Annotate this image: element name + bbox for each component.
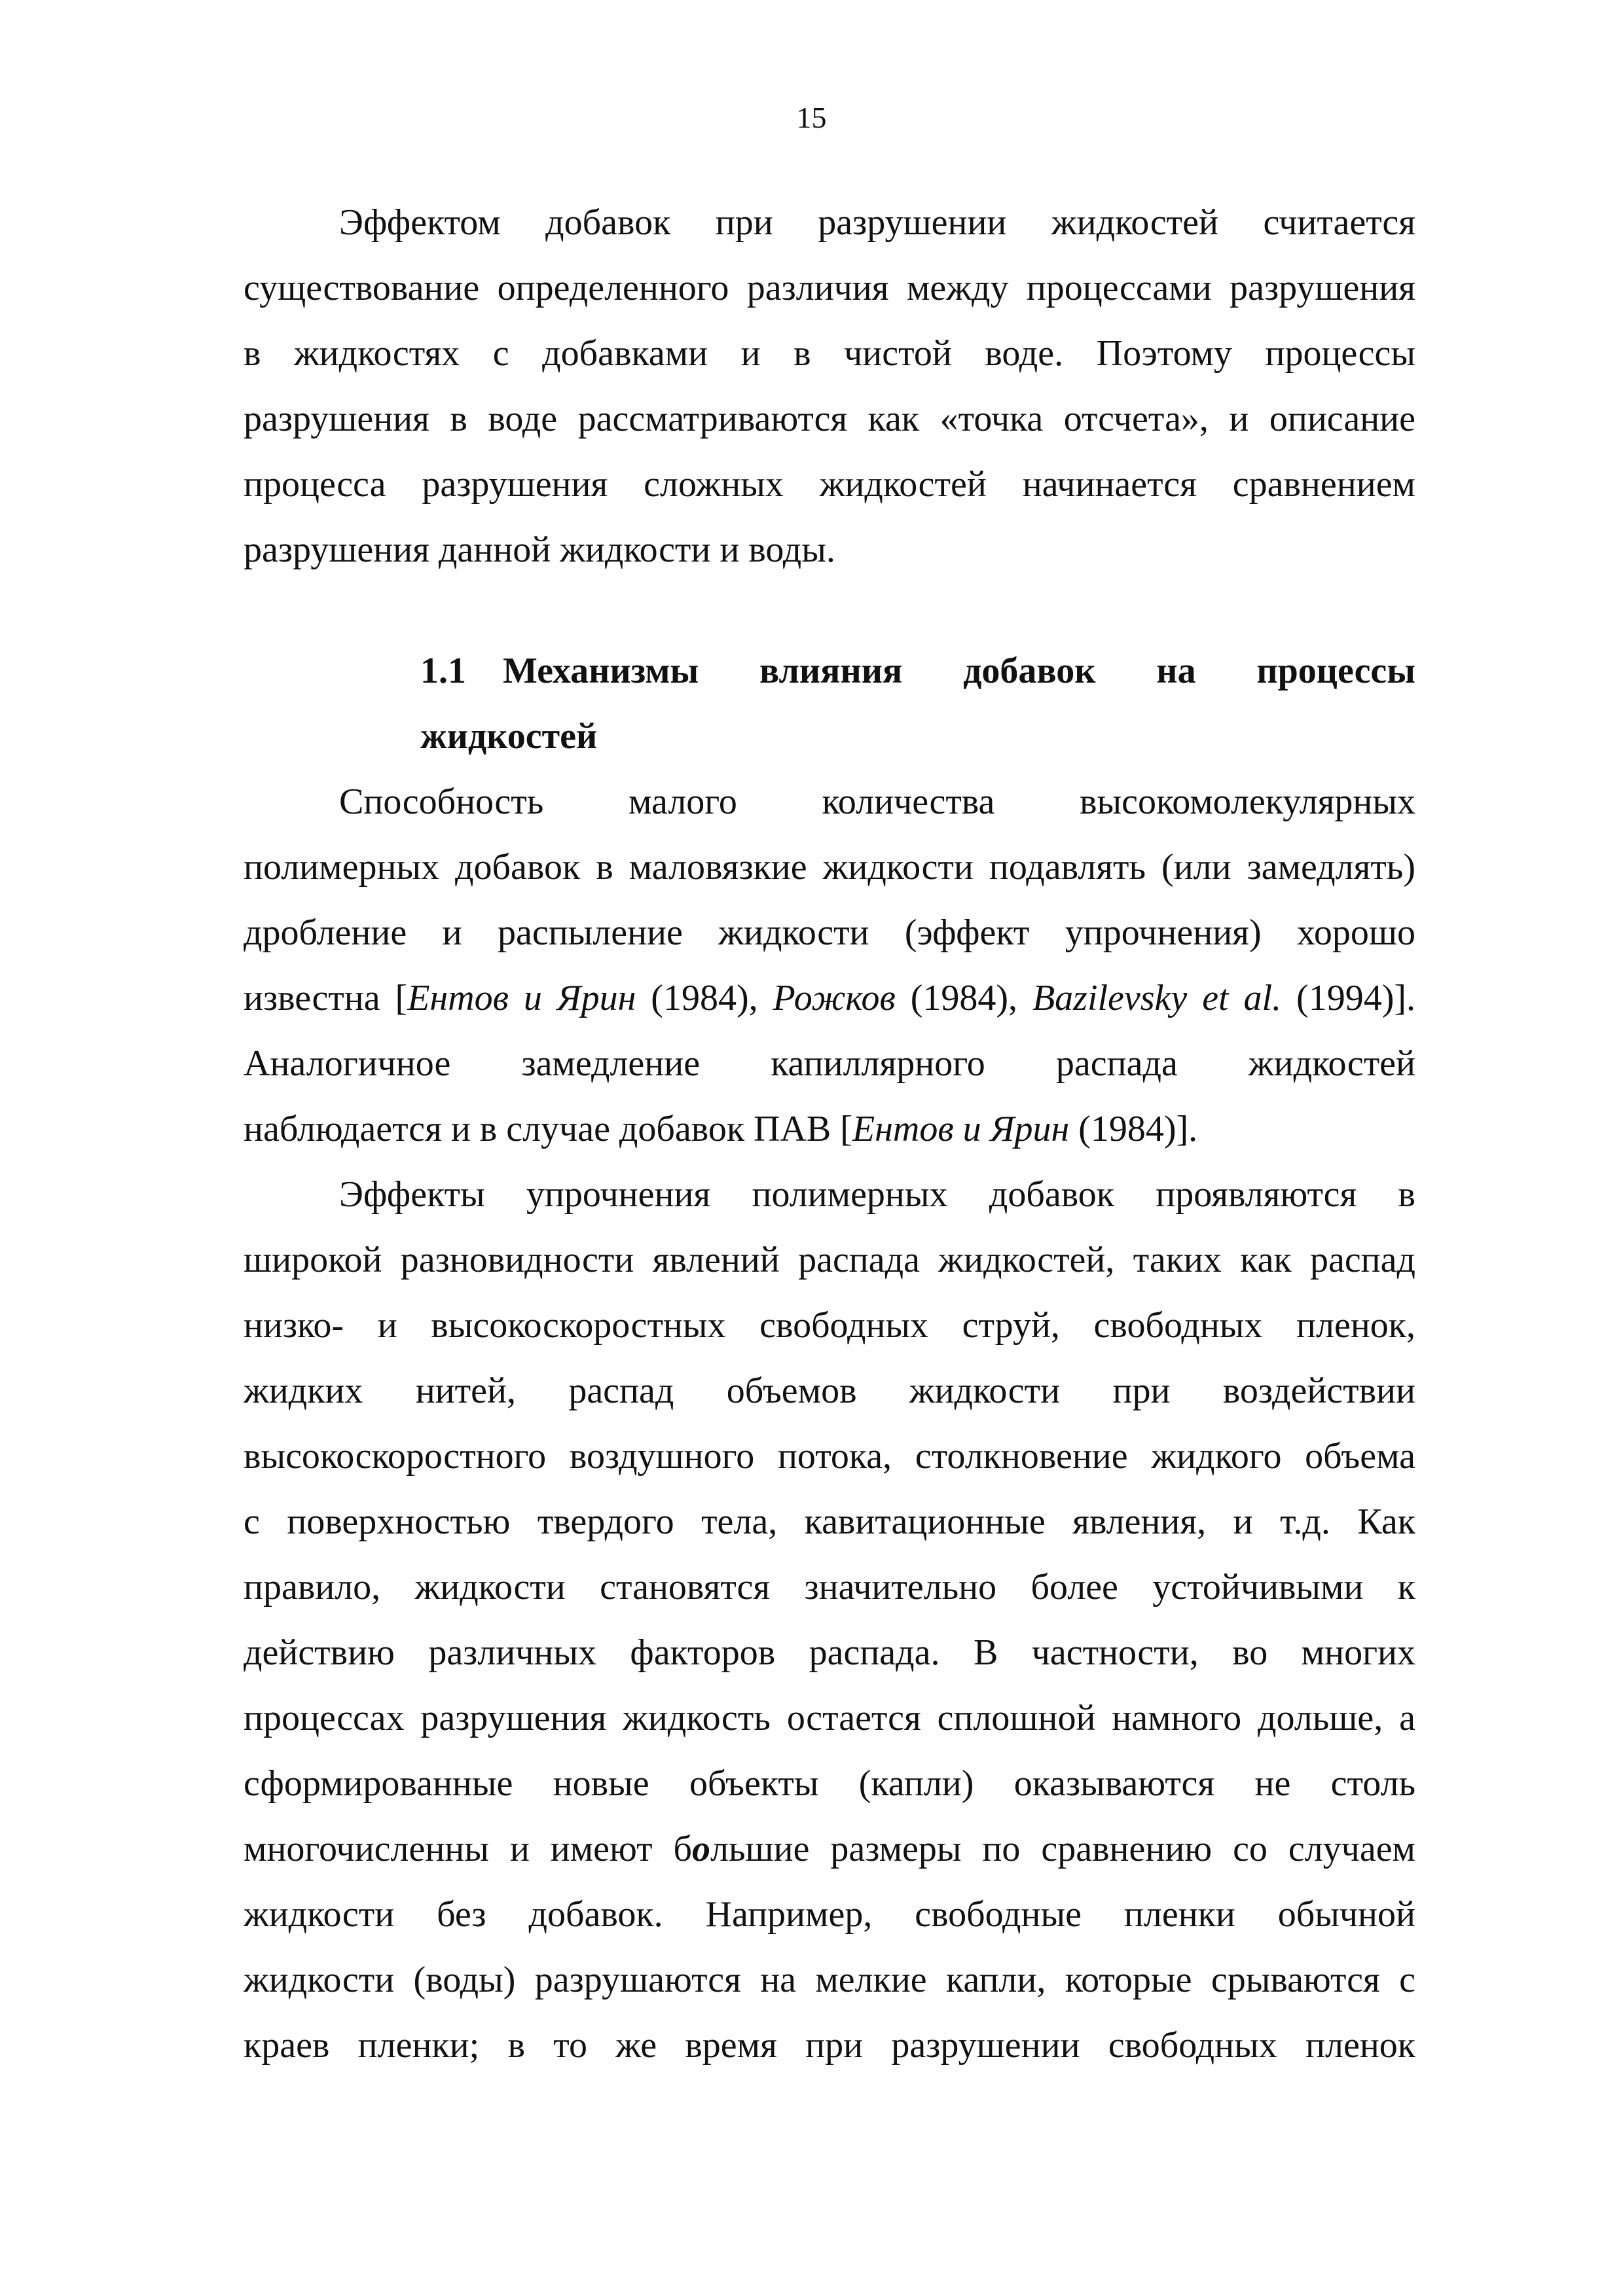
- text-line: низко- и высокоскоростных свободных струй, свободных пленок,: [244, 1305, 1415, 1346]
- text-line: с поверхностью твердого тела, кавитационные явления, и т.д. Как: [244, 1501, 1415, 1542]
- text-line: жидкости (воды) разрушаются на мелкие капли, которые срываются с: [244, 1960, 1415, 2000]
- text-fragment: льшие размеры по сравнению со случаем: [710, 1829, 1415, 1869]
- text-line: процесса разрушения сложных жидкостей начинается сравнением: [244, 464, 1415, 505]
- text-fragment: (1994)].: [1281, 978, 1415, 1018]
- text-line: сформированные новые объекты (капли) оказываются не столь: [244, 1763, 1415, 1804]
- text-line: разрушения в воде рассматриваются как «точка отсчета», и описание: [244, 399, 1415, 439]
- text-fragment: наблюдается и в случае добавок ПАВ [: [244, 1109, 852, 1149]
- citation-author: Ентов и Ярин: [852, 1109, 1070, 1149]
- text-line: Способность малого количества высокомолекулярных: [339, 781, 1415, 822]
- text-line: Аналогичное замедление капиллярного распада жидкостей: [244, 1043, 1415, 1084]
- text-line: полимерных добавок в маловязкие жидкости подавлять (или замедлять): [244, 847, 1415, 888]
- section-title-line-1: Механизмы влияния добавок на процессы: [503, 651, 1415, 691]
- text-line: в жидкостях с добавками и в чистой воде. Поэтому процессы: [244, 333, 1415, 374]
- paragraph-intro: [244, 190, 1415, 583]
- citation-author: Рожков: [773, 978, 896, 1018]
- text-line: процессах разрушения жидкость остается сплошной намного дольше, а: [244, 1698, 1415, 1738]
- text-line: действию различных факторов распада. В частности, во многих: [244, 1632, 1415, 1673]
- section-heading: [244, 638, 1415, 769]
- text-line: жидких нитей, распад объемов жидкости при воздействии: [244, 1371, 1415, 1411]
- paragraph-hardening-effects: [244, 1162, 1415, 2078]
- text-fragment: (1984),: [636, 978, 773, 1018]
- text-line: Эффектом добавок при разрушении жидкостей считается: [339, 202, 1415, 243]
- text-line: жидкости без добавок. Например, свободные пленки обычной: [244, 1894, 1415, 1935]
- section-number: 1.1: [420, 651, 466, 691]
- stressed-letter: о: [692, 1829, 711, 1869]
- page-body: [244, 190, 1415, 2078]
- text-line: Эффекты упрочнения полимерных добавок проявляются в: [339, 1174, 1415, 1215]
- text-fragment: (1984),: [895, 978, 1032, 1018]
- text-line-citations: [244, 965, 1415, 1031]
- text-line: существование определенного различия между процессами разрушения: [244, 268, 1415, 308]
- paragraph-polymer-additives: [244, 769, 1415, 1162]
- citation-author: Ентов и Ярин: [407, 978, 636, 1018]
- text-fragment: многочисленны и имеют б: [244, 1829, 693, 1869]
- page-number: 15: [796, 101, 827, 134]
- text-line: высокоскоростного воздушного потока, столкновение жидкого объема: [244, 1436, 1415, 1477]
- text-line-citation: [244, 1096, 1415, 1162]
- text-fragment: (1984)].: [1069, 1109, 1198, 1149]
- text-line: правило, жидкости становятся значительно более устойчивыми к: [244, 1567, 1415, 1607]
- text-fragment: известна [: [244, 978, 408, 1018]
- text-line: разрушения данной жидкости и воды.: [244, 529, 835, 570]
- text-line: широкой разновидности явлений распада жидкостей, таких как распад: [244, 1240, 1415, 1280]
- text-line: краев пленки; в то же время при разрушении свободных пленок: [244, 2025, 1415, 2066]
- text-line: дробление и распыление жидкости (эффект упрочнения) хорошо: [244, 912, 1415, 953]
- citation-author: Bazilevsky et al.: [1032, 978, 1282, 1018]
- section-title-line-2: жидкостей: [420, 716, 598, 757]
- text-line-stressed: [244, 1816, 1415, 1882]
